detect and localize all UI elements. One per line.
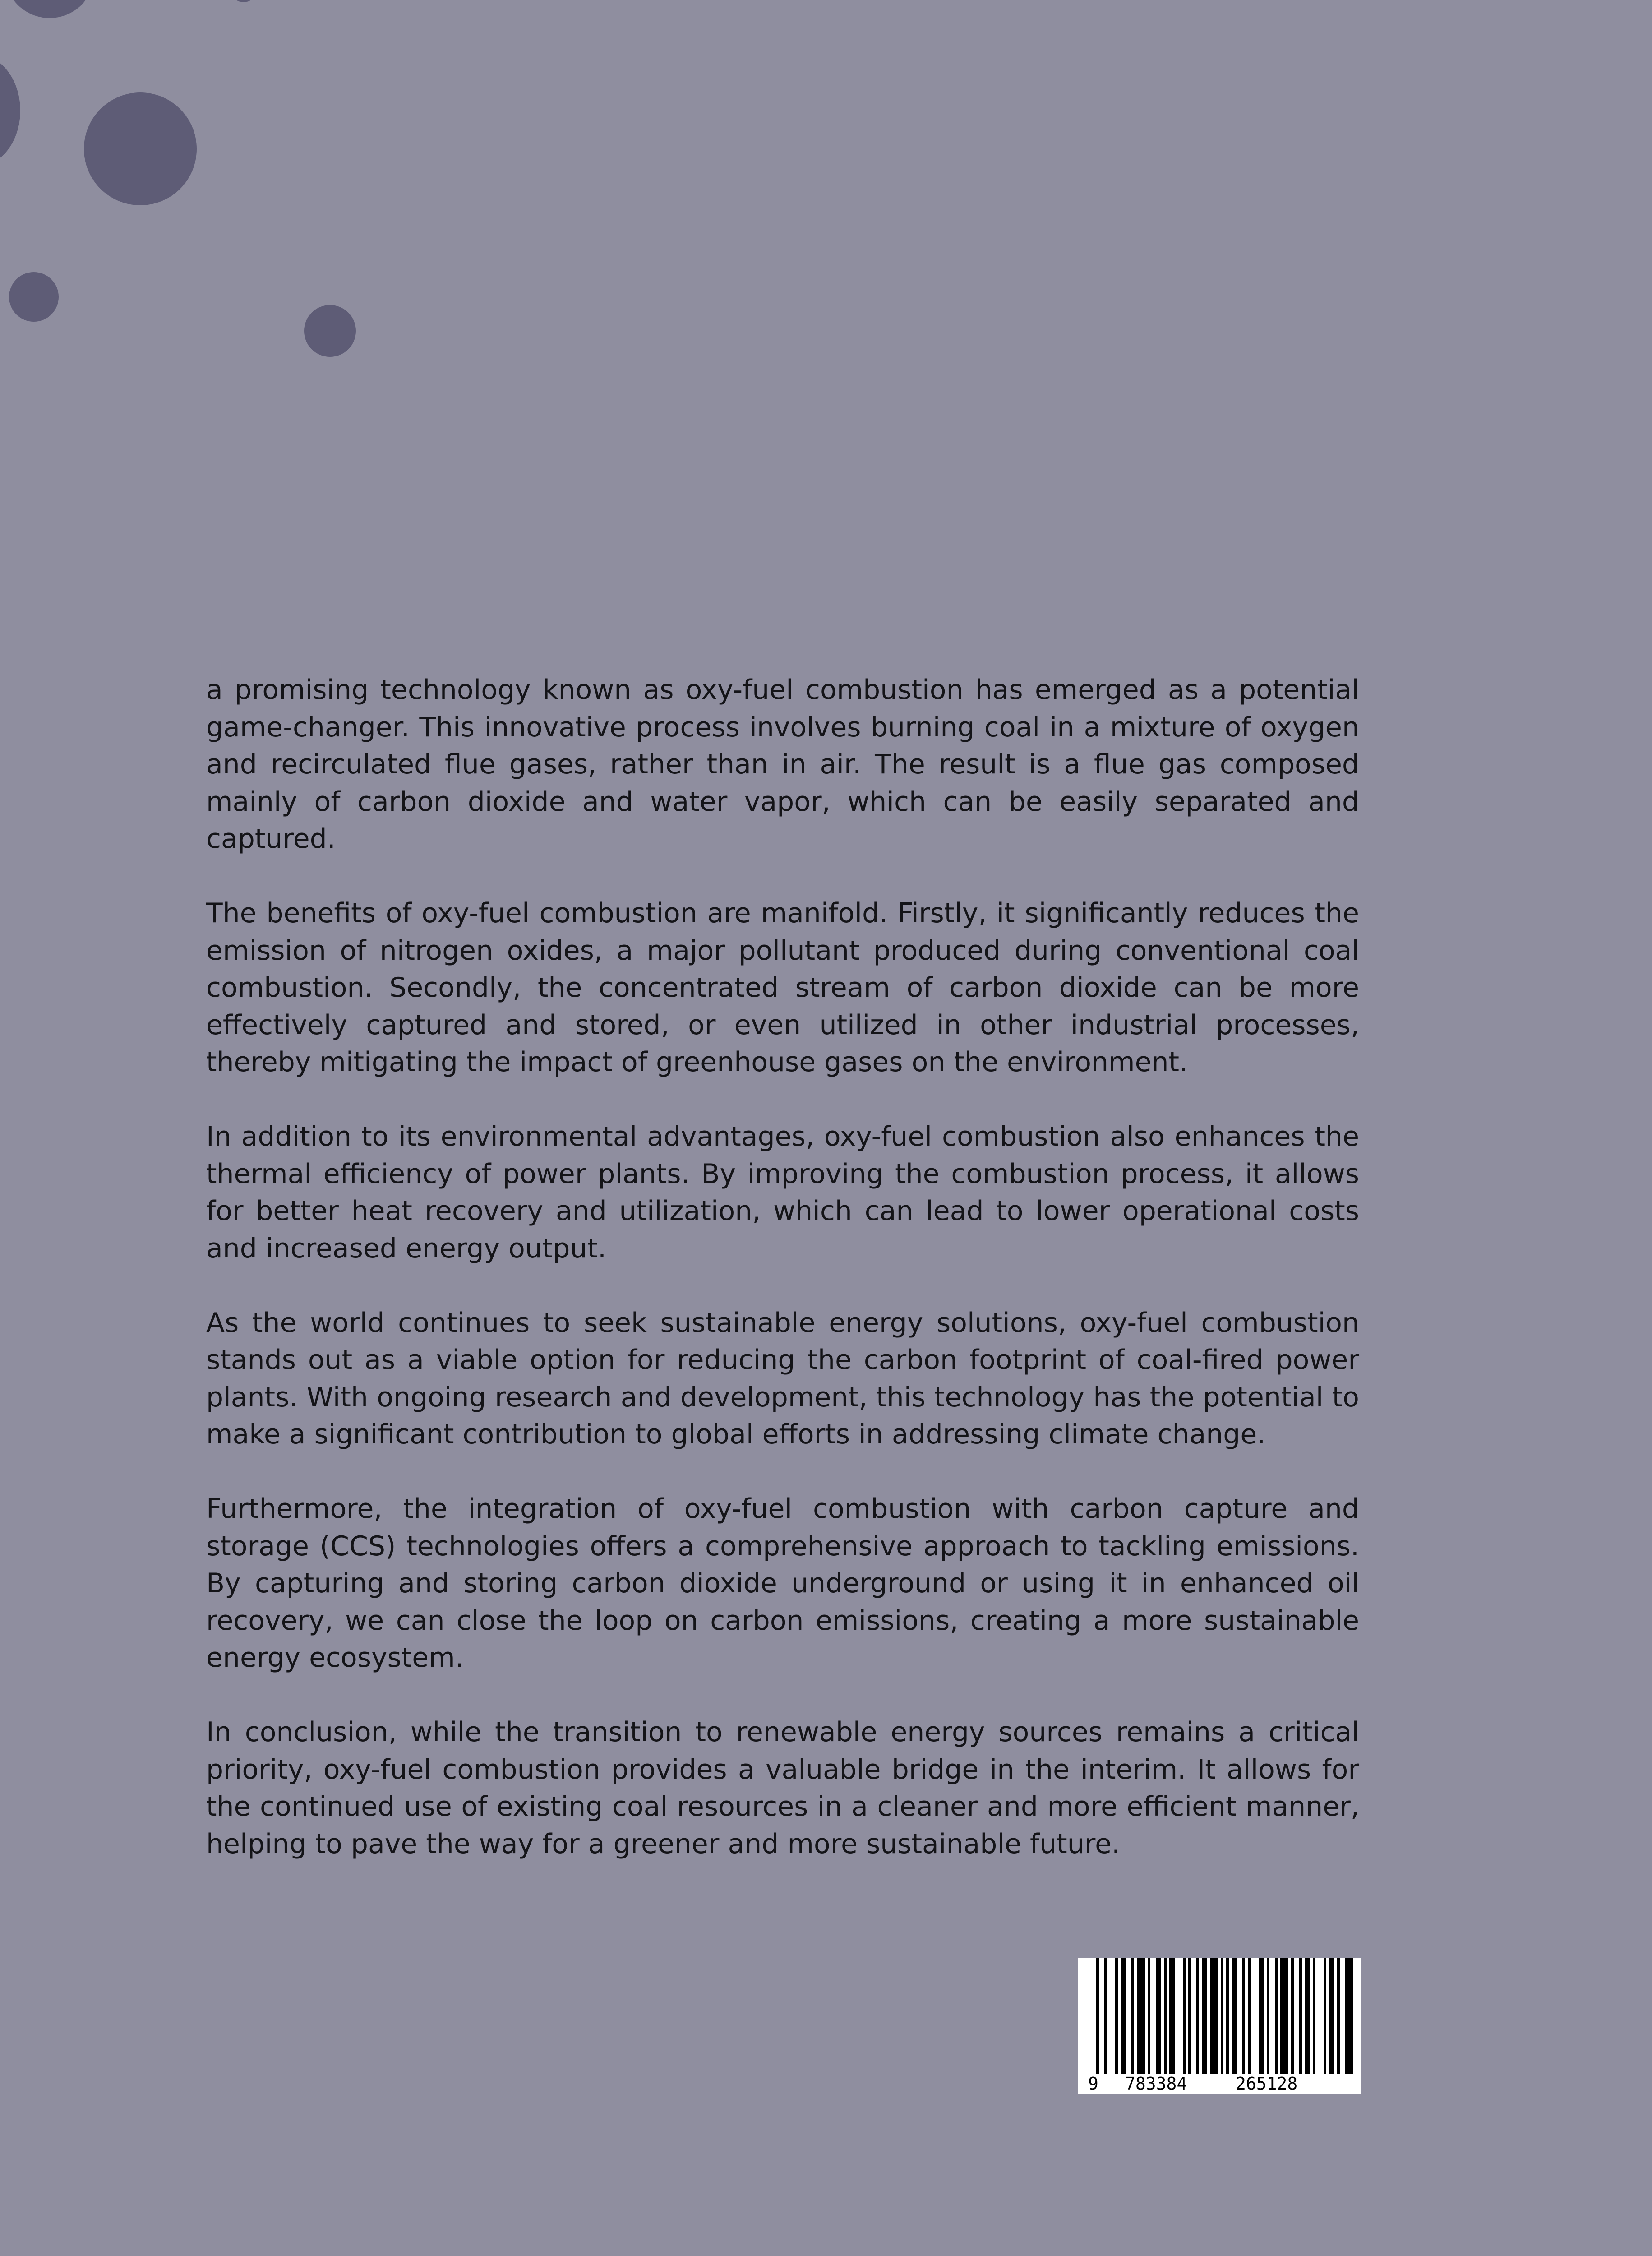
bubble: [304, 305, 356, 357]
barcode-bar: [1242, 1958, 1245, 2074]
barcode-bar: [1096, 1958, 1099, 2094]
barcode-bar: [1156, 1958, 1161, 2074]
barcode-bar: [1337, 1958, 1340, 2074]
paragraph: a promising technology known as oxy-fuel combustion has emerged as a potential game-changer. This innovative process involves burning coal in a mixture of oxygen and recirculated flue gases, rather than in air. The result is a flue gas composed mainly of carbon dioxide and water vapor, which can be easily separated and captured.: [206, 674, 1359, 855]
barcode-bar: [1188, 1958, 1191, 2074]
bubble: [9, 272, 59, 322]
barcode-bar: [1196, 1958, 1199, 2074]
barcode-bar: [1115, 1958, 1118, 2074]
barcode-bar: [1291, 1958, 1294, 2074]
barcode-bar: [1280, 1958, 1288, 2074]
barcode-bar: [1104, 1958, 1107, 2074]
paragraph: Furthermore, the integration of oxy-fuel combustion with carbon capture and storage (CCS) technologies offers a comprehensive approach to tackling emissions. By capturing and storing carbon dioxide underground or using it in enhanced oil recovery, we can close the loop on carbon emissions, creating a more sustainable energy ecosystem.: [206, 1493, 1359, 1674]
back-cover-text: [206, 671, 1359, 1863]
barcode-lead-digit: 9: [1086, 2074, 1100, 2094]
barcode-bar: [1210, 1958, 1218, 2074]
barcode-bar: [1305, 1958, 1310, 2074]
barcode-bar: [1131, 1958, 1134, 2074]
paragraph: In conclusion, while the transition to renewable energy sources remains a critical priority, oxy-fuel combustion provides a valuable bridge in the interim. It allows for the continued use of existing coal resources in a cleaner and more efficient manner, helping to pave the way for a greener and more sustainable future.: [206, 1716, 1359, 1860]
bubble: [84, 92, 197, 205]
barcode-right-digits: 265128: [1234, 2074, 1299, 2094]
barcode-bar: [1313, 1958, 1315, 2074]
barcode-bar: [1202, 1958, 1207, 2074]
barcode-bar: [1267, 1958, 1269, 2074]
paragraph: The benefits of oxy-fuel combustion are manifold. Firstly, it significantly reduces the emission of nitrogen oxides, a major pollutant produced during conventional coal combustion. Secondly, the concentrated stream of carbon dioxide can be more effectively captured and stored, or even utilized in other industrial processes, thereby mitigating the impact of greenhouse gases on the environment.: [206, 897, 1359, 1078]
barcode-bar: [1121, 1958, 1126, 2074]
barcode-bar: [1299, 1958, 1302, 2074]
barcode-bar: [1259, 1958, 1264, 2094]
barcode-bar: [1232, 1958, 1237, 2074]
barcode-bars: [1078, 1958, 1361, 2094]
barcode-bar: [1345, 1958, 1353, 2074]
barcode-bar: [1221, 1958, 1223, 2074]
bubble: [5, 0, 95, 18]
barcode-digits: [1078, 2074, 1361, 2094]
barcode-bar: [1169, 1958, 1175, 2074]
paragraph: In addition to its environmental advantages, oxy-fuel combustion also enhances the thermal efficiency of power plants. By improving the combustion process, it allows for better heat recovery and utilization, which can lead to lower operational costs and increased energy output.: [206, 1121, 1359, 1264]
bubble: [0, 54, 20, 167]
barcode-left-digits: 783384: [1123, 2074, 1189, 2094]
barcode-bar: [1275, 1958, 1278, 2074]
barcode-bar: [1137, 1958, 1145, 2074]
barcode-bar: [1148, 1958, 1150, 2074]
barcode-bar: [1248, 1958, 1251, 2094]
bubble: [235, 0, 253, 2]
isbn-barcode: [1078, 1958, 1361, 2094]
barcode-bar: [1329, 1958, 1334, 2074]
barcode-bar: [1164, 1958, 1167, 2074]
barcode-bar: [1183, 1958, 1186, 2074]
paragraph: As the world continues to seek sustainable energy solutions, oxy-fuel combustion stands out as a viable option for reducing the carbon footprint of coal-fired power plants. With ongoing research and development, this technology has the potential to make a significant contribution to global efforts in addressing climate change.: [206, 1307, 1359, 1450]
barcode-bar: [1226, 1958, 1229, 2074]
barcode-bar: [1324, 1958, 1326, 2074]
